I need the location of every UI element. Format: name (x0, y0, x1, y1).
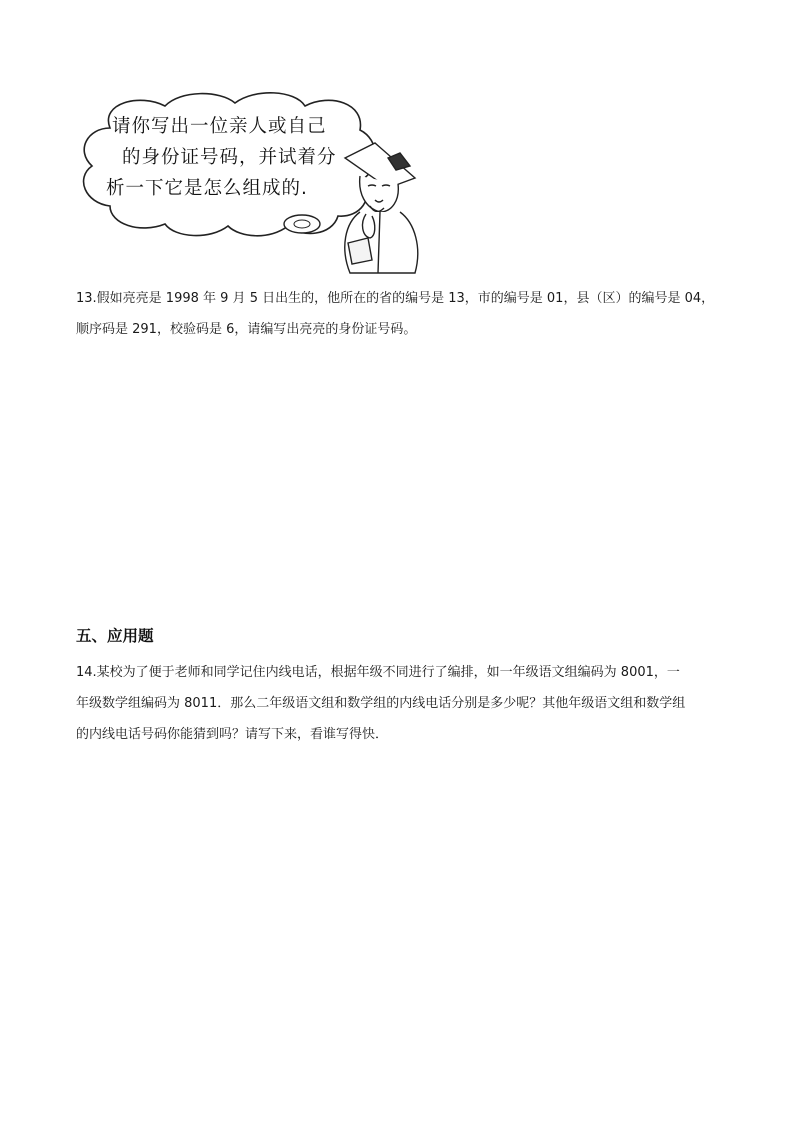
question-14-line-3: 的内线电话号码你能猜到吗？请写下来，看谁写得快． (76, 727, 389, 742)
question-14-line-1: 14.某校为了便于老师和同学记住内线电话，根据年级不同进行了编排，如一年级语文组编码为 8001，一 (76, 665, 680, 680)
question-13-line-1: 13.假如亮亮是 1998 年 9 月 5 日出生的，他所在的省的编号是 13，市的编号是 01，县（区）的编号是 04， (76, 291, 715, 306)
section-title-application: 五、应用题 (76, 627, 154, 645)
bubble-text-line-1: 请你写出一位亲人或自己 (112, 116, 327, 137)
bubble-text-line-2: 的身份证号码，并试着分 (122, 147, 337, 168)
question-13-line-2: 顺序码是 291，校验码是 6，请编写出亮亮的身份证号码。 (76, 322, 417, 337)
question-14-line-2: 年级数学组编码为 8011．那么二年级语文组和数学组的内线电话分别是多少呢？其他年级语文组和数学组 (76, 696, 686, 711)
bubble-text-line-3: 析一下它是怎么组成的. (106, 178, 308, 199)
question-13 (76, 283, 726, 345)
question-14 (76, 657, 726, 750)
thinking-scholar-illustration (70, 88, 430, 278)
